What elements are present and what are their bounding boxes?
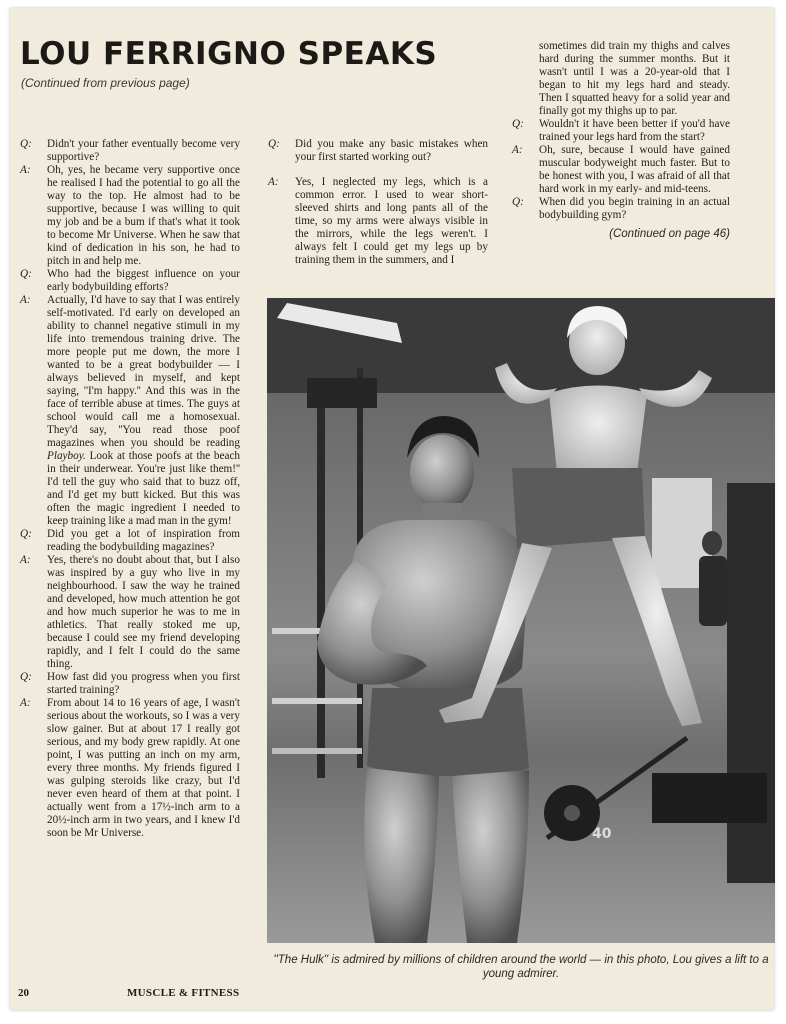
magazine-name: MUSCLE & FITNESS [127,987,240,999]
qa-item [20,671,240,697]
qa-text: Oh, sure, because I would have gained muscular bodyweight much faster. But to be honest with you, I was afraid of all that hard work in my early- and mid-teens. [539,144,730,195]
gym-photo-illustration [267,298,775,943]
qa-text: Did you make any basic mistakes when your first started working out? [295,138,488,163]
qa-text: Wouldn't it have been better if you'd have trained your legs hard from the start? [539,118,730,143]
qa-text: Didn't your father eventually become very supportive? [47,138,240,163]
qa-item [20,554,240,671]
qa-label: Q: [20,138,32,150]
rack-bar [272,748,362,754]
qa-item [512,40,730,118]
qa-item [20,697,240,840]
qa-label: Q: [268,138,280,150]
qa-text: How fast did you progress when you first started training? [47,671,240,696]
qa-text: From about 14 to 16 years of age, I wasn't serious about the workouts, so I was a very slow gainer. But at about 17 I really got serious, and my body grew rapidly. At one point, I was putting an inch on my arm, every three months. My friends figured I was gulping steroids like crazy, but I'd never even heard of them at that point. I actually went from a 17½-inch arm to a 20½-inch arm in two years, and I knew I'd soon be Mr Universe. [47,697,240,839]
magazine-page [10,8,774,1010]
machine-post [317,398,325,778]
bystander-head [702,531,722,555]
qa-item [20,294,240,528]
bystander-body [699,556,727,626]
qa-label: A: [20,554,31,566]
qa-label: Q: [512,118,524,130]
child-shorts [512,468,645,548]
qa-label: Q: [20,528,32,540]
barbell-hub [564,805,580,821]
qa-label: Q: [512,196,524,208]
magazine-title-emphasis: Playboy. [47,450,86,462]
qa-item [20,528,240,554]
qa-text: Yes, there's no doubt about that, but I also was inspired by a guy who live in my neighbourhood. I saw the way he trained and developed, how much attention he got and how much superior he was to me in athletics. That really stoked me up, because I could see my friend developing rapidly, and I felt I could do the same thing. [47,554,240,670]
qa-text: Who had the biggest influence on your early bodybuilding efforts? [47,268,240,293]
rack-bar [272,698,362,704]
qa-label: A: [20,697,31,709]
bodybuilder-shorts [367,688,529,776]
qa-label: A: [20,164,31,176]
qa-text: Did you get a lot of inspiration from reading the bodybuilding magazines? [47,528,240,553]
page-number: 20 [18,987,29,999]
qa-label: A: [512,144,523,156]
child-torso [549,386,647,479]
column-1 [20,138,240,840]
continued-on-note: (Continued on page 46) [609,228,730,240]
qa-item [20,138,240,164]
qa-item [512,118,730,144]
qa-item [268,176,488,267]
qa-text-part: Actually, I'd have to say that I was entirely self-motivated. I'd early on developed an ability to channel negative stimuli in my life into tremendous training drive. The more people put me down, the more I wanted to be a great bodybuilder — I always believed in myself, and kept saying, ''I'm happy.'' And this was in the face of terrible abuse at times. The guys at school would call me a homosexual. They'd say, ''You read those poof magazines when you should be reading [47,294,240,449]
qa-item [268,138,488,164]
plate-number: 40 [592,826,612,842]
qa-label: A: [268,176,279,188]
floor-mat [652,773,767,823]
bodybuilder-left-leg [364,768,439,943]
qa-label: Q: [20,671,32,683]
qa-item [512,144,730,196]
qa-text: Oh, yes, he became very supportive once he realised I had the potential to go all the way to the top. He almost had to be supportive, because I was willing to quit my job and be a bum if that's what it took to become Mr Universe. When he saw that kind of dedication in his son, he had to pitch in and help me. [47,164,240,267]
qa-item [20,268,240,294]
pulley-stack [307,378,377,408]
qa-text: sometimes did train my thighs and calves hard during the summer months. But it wasn't until I was a 20-year-old that I began to hit my legs hard and steady. Then I squatted heavy for a solid year and finally got my thighs up to par. [539,40,730,117]
column-2 [268,138,488,267]
photo-caption: ''The Hulk'' is admired by millions of children around the world — in this photo, Lou gives a lift to a young admirer. [273,954,769,980]
article-title: LOU FERRIGNO SPEAKS [20,36,438,72]
qa-item [20,164,240,268]
gym-photo [267,298,775,943]
column-3 [512,40,730,241]
qa-label [512,40,539,118]
qa-text: Yes, I neglected my legs, which is a common error. I used to wear short-sleeved shirts and long pants all of the time, so my arms were always visible in the mirrors, while the legs weren't. I always felt I could get my legs up by training them in the summers, and I [295,176,488,266]
qa-text-part: Look at those poofs at the beach in their underwear. You're just like them!'' I'd tell the guy who said that to buzz off, and I'd get my butt kicked. But this was often the magic ingredient I needed to keep training like a mad man in the gym! [47,450,241,527]
qa-label: Q: [20,268,32,280]
qa-label: A: [20,294,31,306]
continued-from-note: (Continued from previous page) [21,76,190,90]
qa-item [512,196,730,222]
bodybuilder-head [410,435,474,511]
qa-text [47,294,240,528]
qa-text: When did you begin training in an actual bodybuilding gym? [539,196,730,221]
